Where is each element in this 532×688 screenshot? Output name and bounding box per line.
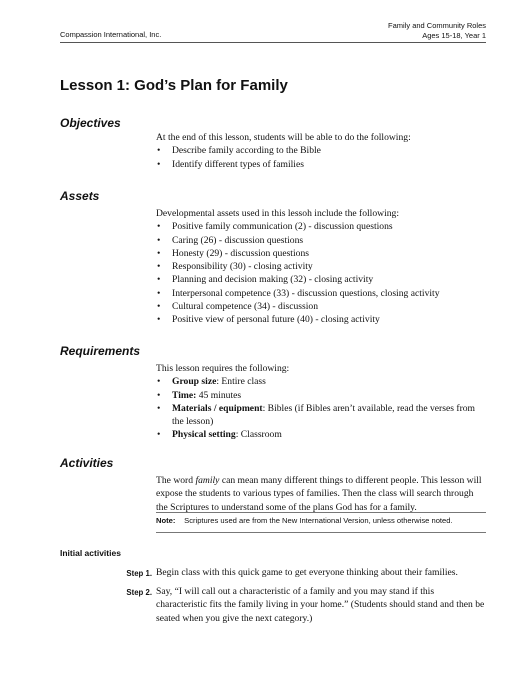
list-item: • Responsibility (30) - closing activity: [157, 261, 313, 273]
note-text: Scriptures used are from the New International Version, unless otherwise noted.: [184, 516, 453, 525]
list-item: • Positive view of personal future (40) - closing activity: [157, 314, 380, 326]
requirement-label: Time:: [172, 389, 197, 401]
header-course-info: [388, 21, 486, 40]
bullet-icon: •: [157, 287, 161, 299]
requirement-label: Group size: [172, 376, 217, 388]
step-text: Say, “I will call out a characteristic of a family and you may stand if this characteristic fits the family living in your home.” (Students should stand and then be seated when you give the next category.): [156, 586, 485, 624]
note-divider-bottom: [156, 532, 486, 533]
lesson-title: Lesson 1: God’s Plan for Family: [60, 77, 288, 94]
list-item: • Group size: Entire class: [157, 376, 266, 388]
bullet-icon: •: [157, 402, 161, 414]
bullet-icon: •: [157, 145, 161, 157]
bullet-icon: •: [157, 429, 161, 441]
objectives-intro: At the end of this lesson, students will be able to do the following:: [156, 132, 411, 143]
objectives-section: [156, 131, 486, 171]
requirement-label: Physical setting: [172, 429, 236, 441]
list-item: • Interpersonal competence (33) - discussion questions, closing activity: [157, 287, 440, 299]
bullet-icon: •: [157, 389, 161, 401]
header-course-title: Family and Community Roles: [388, 21, 486, 30]
list-item: • Honesty (29) - discussion questions: [157, 247, 309, 259]
objectives-heading: Objectives: [60, 116, 121, 130]
requirement-label: Materials / equipment: [172, 402, 263, 414]
step-item: [100, 585, 486, 625]
requirements-list: [156, 375, 486, 441]
assets-list: [156, 220, 486, 326]
list-item: • Time: 45 minutes: [157, 389, 242, 401]
step-label: Step 1.: [126, 569, 152, 578]
list-item: • Describe family according to the Bible: [157, 145, 321, 157]
list-item: • Cultural competence (34) - discussion: [157, 301, 319, 313]
assets-heading: Assets: [60, 189, 100, 203]
header-organization: Compassion International, Inc.: [60, 30, 162, 39]
bullet-icon: •: [157, 247, 161, 259]
assets-section: [156, 207, 486, 327]
header-age-range: Ages 15-18, Year 1: [422, 30, 486, 40]
note-divider-top: [156, 512, 486, 513]
bullet-icon: •: [157, 274, 161, 286]
bullet-icon: •: [157, 301, 161, 313]
bullet-icon: •: [157, 376, 161, 388]
objectives-list: [156, 144, 486, 171]
step-quote: “I will call out a characteristic of a family and you may stand if this characteristic fits the family living in your home.”: [156, 586, 435, 611]
activities-intro: The word family can mean many different things to different people. This lesson will expose the students to various types of families. Then the class will search through the Scriptures to understand some of the plans God has for a family.: [156, 475, 482, 513]
requirements-heading: Requirements: [60, 344, 141, 358]
bullet-icon: •: [157, 234, 161, 246]
initial-activities-heading: Initial activities: [60, 548, 121, 558]
list-item: • Positive family communication (2) - discussion questions: [157, 221, 393, 233]
step-text: Begin class with this quick game to get everyone thinking about their families.: [156, 567, 458, 578]
assets-intro: Developmental assets used in this lessoh include the following:: [156, 208, 400, 219]
step-label: Step 2.: [126, 588, 152, 597]
scripture-note: [156, 516, 453, 525]
bullet-icon: •: [157, 158, 161, 170]
note-label: Note:: [156, 516, 176, 525]
header-divider: [60, 42, 486, 43]
bullet-icon: •: [157, 314, 161, 326]
list-item: • Caring (26) - discussion questions: [157, 234, 304, 246]
requirements-intro: This lesson requires the following:: [156, 363, 290, 374]
list-item: • Identify different types of families: [157, 158, 304, 170]
requirements-section: [156, 362, 486, 442]
bullet-icon: •: [157, 261, 161, 273]
list-item: • Physical setting: Classroom: [157, 429, 282, 441]
activities-heading: Activities: [60, 456, 114, 470]
step-item: [100, 566, 486, 579]
bullet-icon: •: [157, 221, 161, 233]
list-item: • Planning and decision making (32) - closing activity: [157, 274, 374, 286]
list-item: • Materials / equipment: Bibles (if Bibles aren’t available, read the verses from the lesson): [157, 402, 476, 428]
